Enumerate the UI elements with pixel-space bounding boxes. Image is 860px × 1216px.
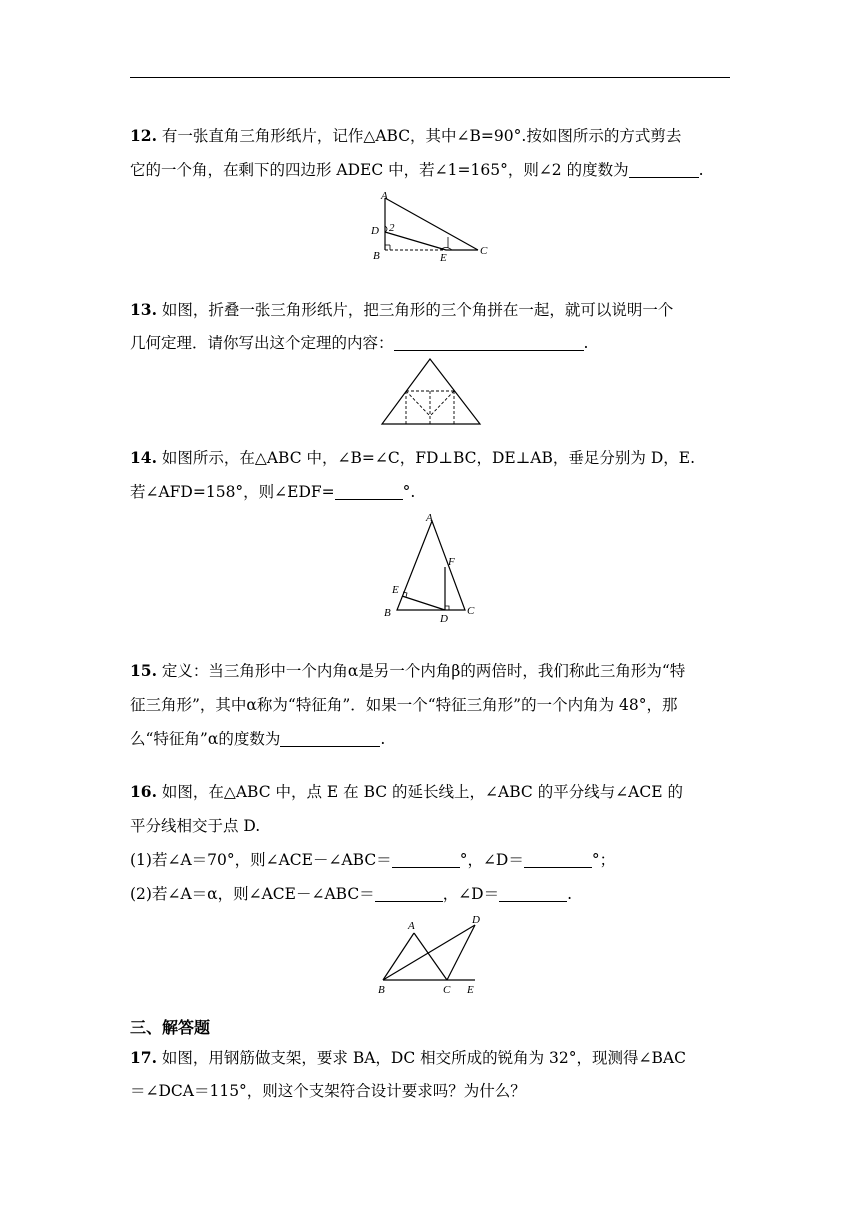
q14-label-e: E <box>392 584 399 596</box>
q12-period: . <box>698 161 704 179</box>
q12-cut-de <box>385 232 446 250</box>
q16-number: 16. <box>130 782 157 801</box>
q14-line1 <box>130 448 730 468</box>
q16-label-e: E <box>467 984 474 996</box>
q14-label-d: D <box>440 613 448 625</box>
q16-label-d: D <box>472 914 480 926</box>
q16-part2-blank-1[interactable] <box>375 885 443 902</box>
q15-line3 <box>130 729 730 749</box>
q14-figure <box>380 508 480 628</box>
header-rule <box>130 77 730 78</box>
q12-line2 <box>130 160 730 180</box>
q14-label-f: F <box>448 556 455 568</box>
q16-line1 <box>130 782 730 802</box>
q12-text-2: 它的一个角，在剩下的四边形 ADEC 中，若∠1=165°，则∠2 的度数为 <box>130 161 629 179</box>
q16-part1-blank-2[interactable] <box>524 851 592 868</box>
q17-number: 17. <box>130 1048 157 1067</box>
q14-line2 <box>130 482 730 502</box>
q16-part1: (1)若∠A＝70°，则∠ACE－∠ABC＝ °，∠D＝ °； <box>130 851 616 869</box>
q13-figure <box>378 356 484 428</box>
q12-figure <box>368 190 494 264</box>
q13-answer-blank[interactable] <box>394 334 584 351</box>
q15-text-2: 征三角形”，其中α称为“特征角”．如果一个“特征三角形”的一个内角为 48°，那 <box>130 696 678 714</box>
q16-label-b: B <box>378 984 385 996</box>
q16-label-a: A <box>408 920 415 932</box>
q14-label-c: C <box>467 605 475 617</box>
q13-period: . <box>583 334 589 352</box>
q12-number: 12. <box>130 126 157 145</box>
q13-line2 <box>130 333 730 353</box>
q13-number: 13. <box>130 300 157 319</box>
q16-part2-blank-2[interactable] <box>499 885 567 902</box>
q15-period: . <box>380 730 386 748</box>
q14-triangle-abc <box>397 521 465 610</box>
q16-figure <box>374 912 486 996</box>
q13-text-2: 几何定理．请你写出这个定理的内容： <box>130 334 394 352</box>
q12-label-a: A <box>381 190 388 202</box>
q16-label-c: C <box>443 984 451 996</box>
q17-text-2: ＝∠DCA＝115°，则这个支架符合设计要求吗？为什么？ <box>130 1082 526 1100</box>
q12-label-2: 2 <box>389 222 395 234</box>
q12-answer-blank[interactable] <box>629 161 699 178</box>
q12-line1 <box>130 126 730 146</box>
q14-text-1: 如图所示，在△ABC 中，∠B=∠C，FD⊥BC，DE⊥AB，垂足分别为 D，E. <box>161 449 695 467</box>
q14-label-a: A <box>426 512 433 524</box>
q14-label-b: B <box>384 607 391 619</box>
q16-side-ba <box>383 933 414 980</box>
q15-number: 15. <box>130 661 157 680</box>
q15-text-3: 么“特征角”α的度数为 <box>130 730 281 748</box>
q14-answer-blank[interactable] <box>335 483 403 500</box>
q15-text-1: 定义：当三角形中一个内角α是另一个内角β的两倍时，我们称此三角形为“特 <box>161 662 686 680</box>
q14-number: 14. <box>130 448 157 467</box>
q15-line2 <box>130 695 730 715</box>
q13-line1 <box>130 300 730 320</box>
q12-side-ac <box>385 198 478 250</box>
q12-label-d: D <box>371 225 379 237</box>
q15-answer-blank[interactable] <box>280 730 380 747</box>
q14-degree: °. <box>402 483 416 501</box>
q16-part1-blank-1[interactable] <box>392 851 460 868</box>
q13-fold-lines <box>406 391 454 424</box>
q17-line2 <box>130 1081 730 1101</box>
q12-label-c: C <box>480 245 488 257</box>
q13-text-1: 如图，折叠一张三角形纸片，把三角形的三个角拼在一起，就可以说明一个 <box>161 301 674 319</box>
q17-text-1: 如图，用钢筋做支架，要求 BA，DC 相交所成的锐角为 32°，现测得∠BAC <box>161 1049 686 1067</box>
q16-part2: (2)若∠A＝α，则∠ACE－∠ABC＝ ，∠D＝ . <box>130 885 573 903</box>
section-title: 三、解答题 <box>130 1018 211 1037</box>
q12-label-b: B <box>373 250 380 262</box>
q17-line1 <box>130 1048 730 1068</box>
q13-triangle <box>382 359 480 424</box>
q15-line1 <box>130 661 730 681</box>
q16-text-1: 如图，在△ABC 中，点 E 在 BC 的延长线上，∠ABC 的平分线与∠ACE 的 <box>161 783 683 801</box>
q16-line2 <box>130 816 730 836</box>
q16-side-ac <box>414 933 447 980</box>
q14-segment-de <box>402 596 445 610</box>
q12-label-e: E <box>440 252 447 264</box>
q14-text-2: 若∠AFD=158°，则∠EDF= <box>130 483 335 501</box>
q16-text-2: 平分线相交于点 D. <box>130 817 261 835</box>
q12-text-1: 有一张直角三角形纸片，记作△ABC，其中∠B=90°.按如图所示的方式剪去 <box>161 127 682 145</box>
